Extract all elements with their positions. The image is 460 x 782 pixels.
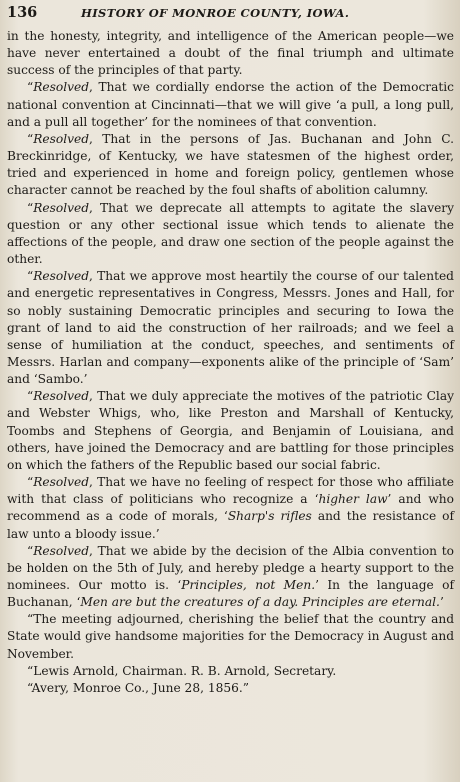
text-run: and the resistance of law unto a bloody issue.’ [7, 509, 455, 541]
italic-text: Resolved [33, 475, 90, 490]
italic-text: Principles, not Men. [181, 578, 316, 592]
paragraph [7, 131, 454, 200]
paragraph [7, 543, 454, 612]
page-header [7, 4, 454, 26]
body-text [7, 28, 454, 697]
paragraph [7, 663, 454, 680]
text-run: “Lewis Arnold, Chairman. R. B. Arnold, Secretary. [27, 663, 337, 678]
paragraph [7, 388, 454, 474]
text-run: ’ In the language of Buchanan, ‘ [7, 578, 454, 610]
paragraph [7, 611, 454, 662]
italic-text: higher law [318, 492, 388, 507]
italic-text: Sharp's rifles [227, 509, 312, 524]
paragraph [7, 200, 454, 269]
text-run: “ [27, 131, 34, 146]
italic-text: Resolved [33, 131, 90, 146]
paragraph [7, 268, 454, 388]
italic-text: Resolved [33, 543, 90, 558]
paragraph [7, 28, 454, 79]
text-run: “ [27, 269, 34, 284]
text-run: , That we approve most heartily the course of our talented and energetic representatives in Congress, Messrs. Jones and Hall, for so nobly sustaining Democratic principles and securing to Iowa the grant of land to aid the construction of her railroads; and we feel a sense of humiliation at the conduct, speeches, and sentiments of Messrs. Harlan and company—exponents alike of the principle of ‘Sam’ and ‘Sambo.’ [7, 269, 454, 387]
italic-text: Resolved [33, 269, 90, 284]
text-run: “Avery, Monroe Co., June 28, 1856.” [27, 680, 249, 695]
text-run: ’ [439, 595, 444, 610]
text-run: “ [27, 543, 34, 558]
text-run: ’ and who recommend as a code of morals, ‘ [7, 492, 454, 524]
text-run: “ [27, 80, 34, 95]
text-run: “ [27, 475, 34, 490]
text-run: , That we deprecate all attempts to agitate the slavery question or any other sectional issue which tends to alienate the affections of the people, and draw one section of the people against the other. [7, 200, 454, 267]
italic-text: Resolved [33, 200, 90, 215]
italic-text: Men are but the creatures of a day. Principles are eternal. [80, 595, 440, 610]
paragraph [7, 79, 454, 130]
page-number: 136 [7, 4, 38, 21]
text-run: , That we have no feeling of respect for those who affiliate with that class of politicians who recognize a ‘ [7, 475, 454, 507]
text-run: “ [27, 389, 34, 404]
running-head: HISTORY OF MONROE COUNTY, IOWA. [81, 6, 350, 20]
text-run: , That we duly appreciate the motives of the patriotic Clay and Webster Whigs, who, like Preston and Marshall of Kentucky, Toombs and Stephens of Georgia, and Benjamin of Louisiana, and others, have joined the Democracy and are battling for those principles on which the fathers of the Republic based our social fabric. [7, 389, 454, 472]
text-run: , That we abide by the decision of the Albia convention to be holden on the 5th of July, and hereby pledge a hearty support to the nominees. Our motto is. ‘ [7, 543, 454, 592]
text-run: “ [27, 200, 34, 215]
italic-text: Resolved [33, 80, 90, 95]
text-run: in the honesty, integrity, and intelligence of the American people—we have never entertained a doubt of the final triumph and ultimate success of the principles of that party. [7, 29, 454, 78]
text-run: , That in the persons of Jas. Buchanan and John C. Breckinridge, of Kentucky, we have statesmen of the highest order, tried and experienced in home and foreign policy, gentlemen whose character cannot be reached by the foul shafts of abolition calumny. [7, 131, 454, 198]
paragraph [7, 680, 454, 697]
text-run: , That we cordially endorse the action of the Democratic national convention at Cincinnati—that we will give ‘a pull, a long pull, and a pull all together’ for the nominees of that convention. [7, 80, 454, 129]
italic-text: Resolved [33, 389, 90, 404]
text-run: “The meeting adjourned, cherishing the belief that the country and State would give handsome majorities for the Democracy in August and November. [7, 612, 454, 661]
paragraph [7, 474, 454, 543]
